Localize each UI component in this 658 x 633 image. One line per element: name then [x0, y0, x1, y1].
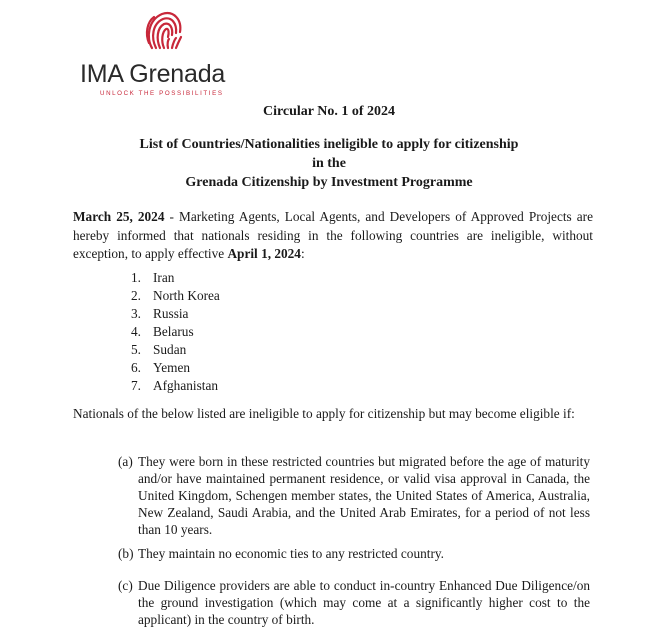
intro-text: Marketing Agents, Local Agents, and Developers of Approved Projects are hereby informed that nationals residing in the following countries are ineligible, without exception, to apply effective — [73, 209, 593, 261]
title-line-1: List of Countries/Nationalities ineligible to apply for citizenship — [139, 137, 519, 152]
intro-separator: - — [164, 209, 180, 224]
list-item — [131, 341, 220, 359]
condition-a — [118, 453, 590, 538]
condition-text: They maintain no economic ties to any restricted country. — [138, 546, 444, 561]
logo-wordmark: IMA Grenada — [80, 60, 226, 88]
list-item — [131, 323, 220, 341]
fingerprint-swirl-icon — [142, 8, 186, 56]
logo-tagline: UNLOCK THE POSSIBILITIES — [100, 90, 224, 97]
list-item — [131, 305, 220, 323]
list-number: 4. — [131, 324, 141, 339]
title-line-3: Grenada Citizenship by Investment Programme — [185, 175, 473, 190]
country-name: Afghanistan — [153, 378, 218, 393]
list-item — [131, 359, 220, 377]
condition-label: (a) — [118, 454, 133, 469]
list-item — [131, 377, 220, 395]
list-number: 6. — [131, 360, 141, 375]
list-item — [131, 269, 220, 287]
list-number: 5. — [131, 342, 141, 357]
condition-text: Due Diligence providers are able to conduct in-country Enhanced Due Diligence/on the ground investigation (which may come at a significantly higher cost to the applicant) in the country of birth. — [138, 578, 590, 627]
country-name: Russia — [153, 306, 189, 321]
country-name: Yemen — [153, 360, 191, 375]
condition-label: (b) — [118, 546, 134, 561]
country-name: Iran — [153, 270, 175, 285]
list-item — [131, 287, 220, 305]
intro-trail: : — [300, 246, 305, 261]
condition-b — [118, 545, 590, 562]
condition-text: They were born in these restricted countries but migrated before the age of maturity and/or have maintained permanent residence, or valid visa approval in Canada, the United Kingdom, Schengen member states, the United States of America, Australia, New Zealand, Saudi Arabia, and the United Arab Emirates, for a period of not less than 10 years. — [138, 454, 590, 537]
country-name: Sudan — [153, 342, 187, 357]
effective-date: April 1, 2024 — [227, 246, 301, 261]
title-line-2: in the — [312, 156, 346, 171]
intro-paragraph — [73, 208, 593, 264]
condition-label: (c) — [118, 578, 133, 593]
condition-c — [118, 577, 590, 628]
circular-number: Circular No. 1 of 2024 — [262, 104, 396, 119]
nationals-paragraph: Nationals of the below listed are ineligible to apply for citizenship but may become eligible if: — [73, 406, 575, 421]
list-number: 2. — [131, 288, 141, 303]
country-name: Belarus — [153, 324, 194, 339]
list-number: 3. — [131, 306, 141, 321]
list-number: 1. — [131, 270, 141, 285]
list-number: 7. — [131, 378, 141, 393]
intro-date: March 25, 2024 — [73, 209, 165, 224]
country-name: North Korea — [153, 288, 220, 303]
ima-grenada-logo — [80, 8, 250, 98]
country-list — [131, 269, 220, 395]
